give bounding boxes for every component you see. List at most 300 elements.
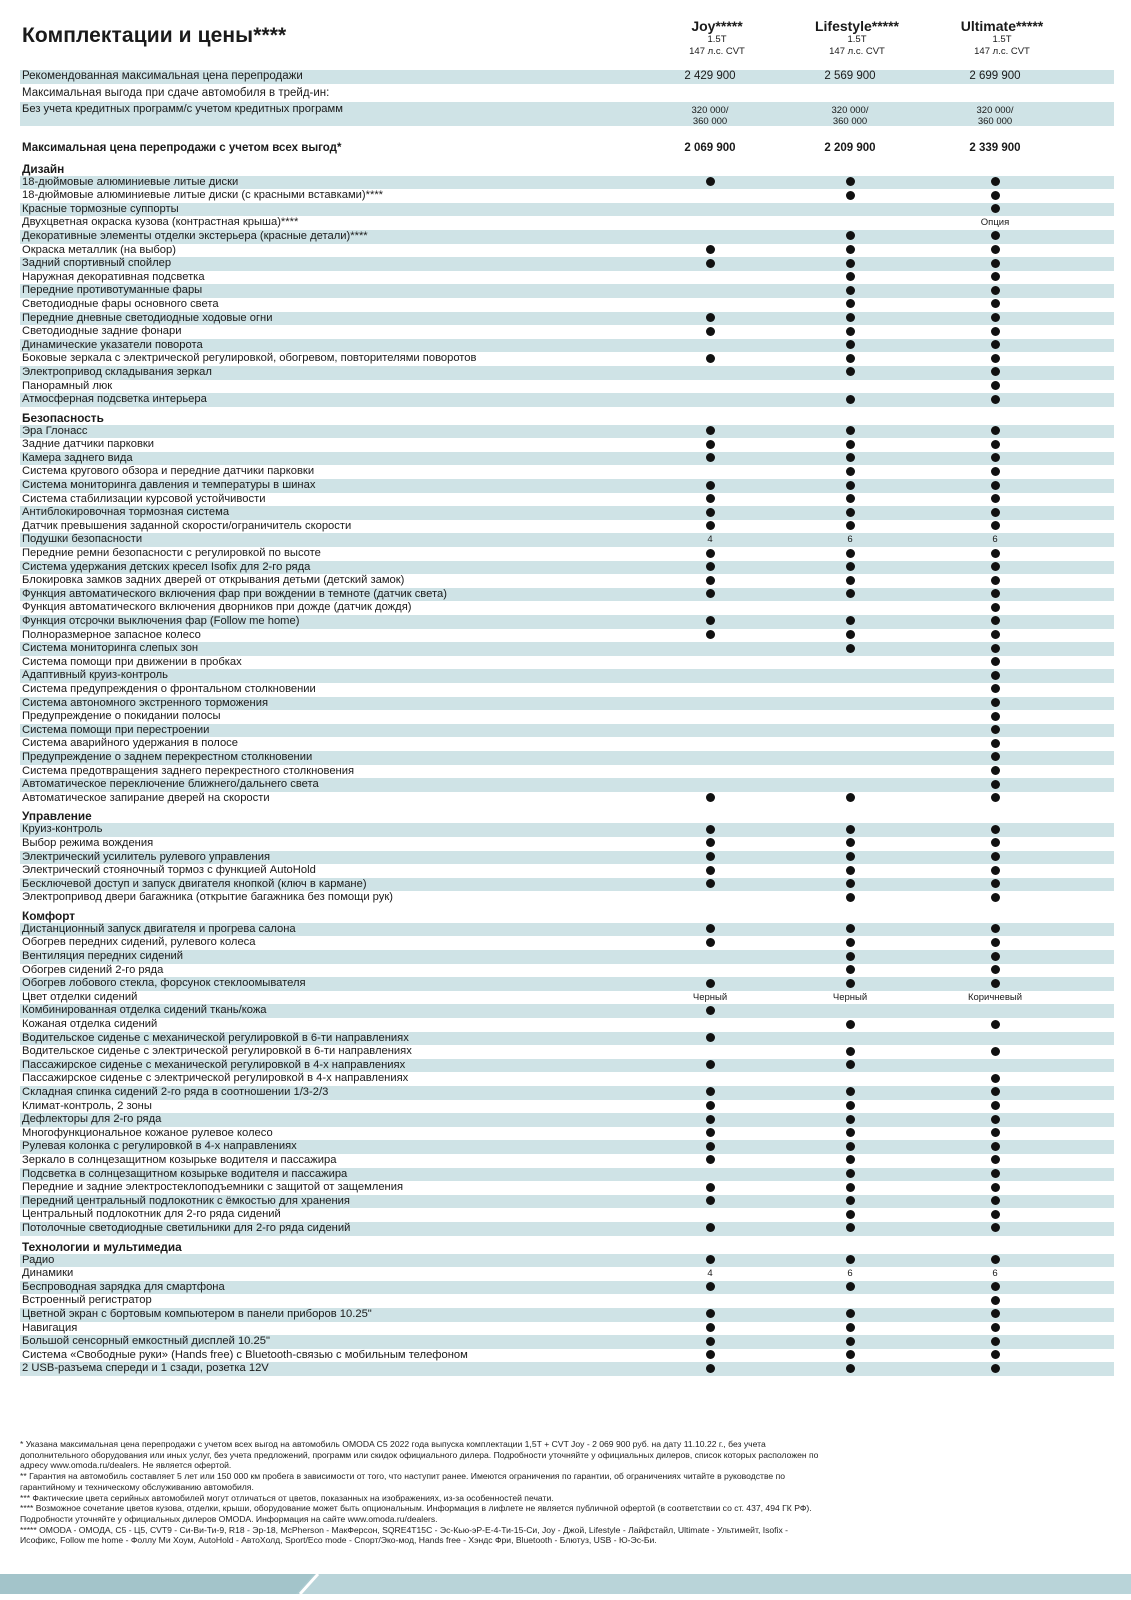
filled-circle-icon — [991, 327, 1000, 336]
filled-circle-icon — [991, 780, 1000, 789]
availability-dot-lifestyle — [815, 1181, 885, 1195]
feature-row — [20, 724, 1114, 738]
feature-row — [20, 778, 1114, 792]
availability-dot-ultimate — [960, 751, 1030, 765]
filled-circle-icon — [846, 191, 855, 200]
filled-circle-icon — [706, 1196, 715, 1205]
trim-name: Lifestyle***** — [814, 18, 900, 34]
filled-circle-icon — [706, 1337, 715, 1346]
feature-row — [20, 1127, 1114, 1141]
availability-dot-lifestyle — [815, 393, 885, 407]
filled-circle-icon — [991, 272, 1000, 281]
filled-circle-icon — [846, 1255, 855, 1264]
filled-circle-icon — [706, 245, 715, 254]
filled-circle-icon — [991, 684, 1000, 693]
section-title-text: Безопасность — [22, 410, 104, 425]
feature-label: Система помощи при движении в пробках — [22, 655, 242, 668]
availability-dot-ultimate — [960, 1208, 1030, 1222]
availability-dot-lifestyle — [815, 574, 885, 588]
availability-dot-ultimate — [960, 1113, 1030, 1127]
filled-circle-icon — [846, 395, 855, 404]
availability-dot-joy — [675, 1222, 745, 1236]
availability-dot-lifestyle — [815, 339, 885, 353]
availability-dot-lifestyle — [815, 823, 885, 837]
availability-dot-ultimate — [960, 465, 1030, 479]
feature-label: Окраска металлик (на выбор) — [22, 243, 176, 256]
tradein-row — [20, 84, 1114, 102]
feature-label: Антиблокировочная тормозная система — [22, 506, 230, 519]
filled-circle-icon — [846, 838, 855, 847]
row-label: Максимальная выгода при сдаче автомобиля в трейд-ин: — [22, 86, 330, 99]
filled-circle-icon — [706, 825, 715, 834]
availability-dot-joy — [675, 823, 745, 837]
availability-dot-joy — [675, 257, 745, 271]
availability-dot-joy — [675, 493, 745, 507]
filled-circle-icon — [991, 644, 1000, 653]
filled-circle-icon — [706, 1309, 715, 1318]
row-label: Максимальная цена перепродажи с учетом всех выгод* — [22, 141, 342, 154]
filled-circle-icon — [706, 1183, 715, 1192]
availability-dot-ultimate — [960, 615, 1030, 629]
availability-dot-joy — [675, 1140, 745, 1154]
feature-row — [20, 1222, 1114, 1236]
filled-circle-icon — [846, 1101, 855, 1110]
filled-circle-icon — [846, 272, 855, 281]
filled-circle-icon — [846, 440, 855, 449]
availability-dot-ultimate — [960, 1018, 1030, 1032]
feature-label: Атмосферная подсветка интерьера — [22, 393, 207, 406]
feature-label: Зеркало в солнцезащитном козырьке водителя и пассажира — [22, 1153, 337, 1166]
availability-dot-joy — [675, 588, 745, 602]
feature-label: Предупреждение о заднем перекрестном столкновении — [22, 750, 313, 763]
filled-circle-icon — [991, 766, 1000, 775]
feature-row — [20, 669, 1114, 683]
filled-circle-icon — [991, 299, 1000, 308]
filled-circle-icon — [846, 1364, 855, 1373]
filled-circle-icon — [706, 1115, 715, 1124]
filled-circle-icon — [991, 549, 1000, 558]
spec-table — [20, 70, 1114, 1376]
feature-label: Автоматическое переключение ближнего/дальнего света — [22, 778, 319, 791]
page-header — [22, 14, 1112, 70]
feature-row — [20, 325, 1114, 339]
section-title-text: Дизайн — [22, 161, 65, 176]
feature-row — [20, 1140, 1114, 1154]
availability-dot-joy — [675, 1100, 745, 1114]
filled-circle-icon — [706, 481, 715, 490]
feature-label: Панорамный люк — [22, 379, 113, 392]
filled-circle-icon — [846, 1210, 855, 1219]
feature-label: Функция автоматического включения дворников при дожде (датчик дождя) — [22, 601, 412, 614]
filled-circle-icon — [991, 340, 1000, 349]
feature-label: 18-дюймовые алюминиевые литые диски (с красными вставками)**** — [22, 189, 384, 202]
filled-circle-icon — [846, 938, 855, 947]
feature-row — [20, 298, 1114, 312]
filled-circle-icon — [991, 712, 1000, 721]
feature-label: Система удержания детских кресел Isofix для 2-го ряда — [22, 560, 311, 573]
availability-dot-lifestyle — [815, 629, 885, 643]
availability-dot-joy — [675, 923, 745, 937]
feature-label: Предупреждение о покидании полосы — [22, 710, 221, 723]
availability-dot-joy — [675, 1154, 745, 1168]
trim-engine: 1.5T — [992, 34, 1012, 45]
feature-label: Вентиляция передних сидений — [22, 950, 184, 963]
availability-dot-lifestyle — [815, 271, 885, 285]
feature-row — [20, 393, 1114, 407]
availability-dot-lifestyle — [815, 506, 885, 520]
filled-circle-icon — [991, 739, 1000, 748]
filled-circle-icon — [846, 1142, 855, 1151]
feature-label: Цветной экран с бортовым компьютером в панели приборов 10.25" — [22, 1307, 372, 1320]
feature-row — [20, 1195, 1114, 1209]
feature-label: Динамики — [22, 1267, 74, 1280]
feature-row — [20, 1322, 1114, 1336]
feature-label: Боковые зеркала с электрической регулировкой, обогревом, повторителями поворотов — [22, 352, 477, 365]
availability-dot-lifestyle — [815, 325, 885, 339]
filled-circle-icon — [991, 698, 1000, 707]
availability-dot-ultimate — [960, 792, 1030, 806]
filled-circle-icon — [991, 576, 1000, 585]
availability-dot-ultimate — [960, 1154, 1030, 1168]
availability-dot-lifestyle — [815, 189, 885, 203]
feature-label: Цвет отделки сидений — [22, 990, 138, 1003]
row-label: Рекомендованная максимальная цена перепродажи — [22, 70, 303, 82]
availability-dot-joy — [675, 837, 745, 851]
filled-circle-icon — [846, 893, 855, 902]
availability-dot-ultimate — [960, 393, 1030, 407]
availability-dot-joy — [675, 1032, 745, 1046]
availability-dot-ultimate — [960, 1072, 1030, 1086]
feature-row — [20, 452, 1114, 466]
feature-label: Электрический стояночный тормоз с функцией AutoHold — [22, 864, 316, 877]
feature-label: Система предотвращения заднего перекрестного столкновения — [22, 764, 355, 777]
availability-dot-ultimate — [960, 547, 1030, 561]
filled-circle-icon — [846, 979, 855, 988]
feature-label: Дефлекторы для 2-го ряда — [22, 1113, 162, 1126]
availability-dot-joy — [675, 851, 745, 865]
feature-label: Светодиодные задние фонари — [22, 325, 182, 338]
availability-dot-lifestyle — [815, 837, 885, 851]
bottom-band-graphic — [0, 1574, 1131, 1594]
filled-circle-icon — [846, 1196, 855, 1205]
filled-circle-icon — [706, 259, 715, 268]
availability-dot-lifestyle — [815, 1335, 885, 1349]
feature-row — [20, 823, 1114, 837]
filled-circle-icon — [846, 825, 855, 834]
availability-dot-lifestyle — [815, 1222, 885, 1236]
feature-row — [20, 1059, 1114, 1073]
feature-row — [20, 1267, 1114, 1281]
filled-circle-icon — [991, 191, 1000, 200]
trim-spec: 147 л.с. CVT — [689, 46, 745, 57]
availability-dot-joy — [675, 1181, 745, 1195]
feature-row — [20, 1254, 1114, 1268]
feature-row — [20, 366, 1114, 380]
availability-dot-lifestyle — [815, 1045, 885, 1059]
availability-dot-lifestyle — [815, 851, 885, 865]
filled-circle-icon — [991, 1296, 1000, 1305]
filled-circle-icon — [991, 965, 1000, 974]
availability-dot-joy — [675, 1086, 745, 1100]
feature-row — [20, 574, 1114, 588]
filled-circle-icon — [846, 616, 855, 625]
availability-dot-joy — [675, 176, 745, 190]
feature-label: Обогрев сидений 2-го ряда — [22, 963, 164, 976]
availability-dot-ultimate — [960, 1281, 1030, 1295]
feature-label: Система кругового обзора и передние датчики парковки — [22, 465, 315, 478]
feature-label: Обогрев передних сидений, рулевого колеса — [22, 936, 256, 949]
feature-row — [20, 656, 1114, 670]
availability-dot-ultimate — [960, 936, 1030, 950]
availability-dot-ultimate — [960, 284, 1030, 298]
filled-circle-icon — [706, 327, 715, 336]
filled-circle-icon — [991, 1255, 1000, 1264]
availability-dot-ultimate — [960, 1294, 1030, 1308]
filled-circle-icon — [991, 354, 1000, 363]
trim-name: Joy***** — [691, 18, 743, 34]
filled-circle-icon — [706, 521, 715, 530]
filled-circle-icon — [706, 879, 715, 888]
availability-dot-joy — [675, 1362, 745, 1376]
feature-row — [20, 1072, 1114, 1086]
price-joy: 2 429 900 — [684, 70, 736, 82]
feature-row — [20, 977, 1114, 991]
filled-circle-icon — [846, 453, 855, 462]
filled-circle-icon — [706, 979, 715, 988]
availability-dot-lifestyle — [815, 964, 885, 978]
feature-row — [20, 561, 1114, 575]
availability-dot-lifestyle — [815, 864, 885, 878]
filled-circle-icon — [846, 924, 855, 933]
availability-dot-joy — [675, 878, 745, 892]
filled-circle-icon — [846, 644, 855, 653]
filled-circle-icon — [991, 1155, 1000, 1164]
page-title: Комплектации и цены**** — [22, 24, 287, 47]
feature-row — [20, 1018, 1114, 1032]
footnote: ***** OMODA - ОМОДА, C5 - Ц5, CVT9 - Си-Ви-Ти-9, R18 - Эр-18, McPherson - МакФерсон, SQRE4T15C - Эс-Кью-эР-Е-4-Ти-15-Си, Joy - Джой, Lifestyle - Лайфстайл, Ultimate - Ультимейт, Isofix - Исофикс, Follow me home - Фоллу Ми Хоум, AutoHold - АвтоХолд, Sport/Eco mode - Спорт/Эко-мод, Hands free - Хэндс Фри, Bluetooth - Блютуз, USB - Ю-Эс-Би. — [20, 1524, 789, 1546]
feature-label: Складная спинка сидений 2-го ряда в соотношении 1/3-2/3 — [22, 1086, 329, 1098]
section-title-text: Управление — [22, 809, 92, 824]
feature-row — [20, 465, 1114, 479]
filled-circle-icon — [991, 508, 1000, 517]
feature-row — [20, 352, 1114, 366]
filled-circle-icon — [846, 1183, 855, 1192]
availability-dot-ultimate — [960, 1222, 1030, 1236]
availability-dot-ultimate — [960, 1045, 1030, 1059]
availability-dot-lifestyle — [815, 1195, 885, 1209]
availability-dot-joy — [675, 1127, 745, 1141]
feature-label: Функция отсрочки выключения фар (Follow me home) — [22, 615, 300, 627]
filled-circle-icon — [846, 231, 855, 240]
availability-dot-ultimate — [960, 588, 1030, 602]
footnotes — [20, 1439, 820, 1546]
feature-label: Климат-контроль, 2 зоны — [22, 1099, 152, 1112]
filled-circle-icon — [991, 657, 1000, 666]
filled-circle-icon — [846, 259, 855, 268]
filled-circle-icon — [846, 1309, 855, 1318]
credit-joy: 320 000/ 360 000 — [691, 104, 729, 127]
filled-circle-icon — [706, 494, 715, 503]
filled-circle-icon — [991, 1115, 1000, 1124]
availability-dot-ultimate — [960, 506, 1030, 520]
availability-dot-ultimate — [960, 1127, 1030, 1141]
feature-row — [20, 1100, 1114, 1114]
filled-circle-icon — [991, 825, 1000, 834]
feature-label: Водительское сиденье с электрической регулировкой в 6-ти направлениях — [22, 1045, 412, 1058]
availability-dot-lifestyle — [815, 1308, 885, 1322]
availability-dot-joy — [675, 1281, 745, 1295]
feature-row — [20, 533, 1114, 547]
availability-dot-joy — [675, 864, 745, 878]
feature-label: Наружная декоративная подсветка — [22, 270, 205, 283]
feature-row — [20, 493, 1114, 507]
feature-label: Электропривод складывания зеркал — [22, 365, 212, 378]
availability-dot-ultimate — [960, 823, 1030, 837]
availability-dot-lifestyle — [815, 878, 885, 892]
filled-circle-icon — [846, 562, 855, 571]
availability-dot-lifestyle — [815, 298, 885, 312]
feature-row — [20, 1294, 1114, 1308]
availability-dot-joy — [675, 425, 745, 439]
feature-row — [20, 710, 1114, 724]
filled-circle-icon — [991, 1223, 1000, 1232]
availability-dot-joy — [675, 561, 745, 575]
availability-dot-lifestyle — [815, 936, 885, 950]
availability-dot-lifestyle — [815, 1100, 885, 1114]
availability-dot-ultimate — [960, 864, 1030, 878]
footnote: *** Фактические цвета серийных автомобилей могут отличаться от цветов, показанных на изображениях, из-за особенностей печати. — [20, 1492, 554, 1503]
availability-dot-ultimate — [960, 352, 1030, 366]
filled-circle-icon — [991, 924, 1000, 933]
filled-circle-icon — [846, 1047, 855, 1056]
availability-dot-lifestyle — [815, 438, 885, 452]
availability-dot-ultimate — [960, 891, 1030, 905]
feature-label: Камера заднего вида — [22, 451, 133, 464]
feature-label: Динамические указатели поворота — [22, 338, 203, 351]
filled-circle-icon — [991, 1128, 1000, 1137]
availability-dot-lifestyle — [815, 1208, 885, 1222]
filled-circle-icon — [706, 1006, 715, 1015]
feature-row — [20, 697, 1114, 711]
availability-dot-lifestyle — [815, 792, 885, 806]
feature-row — [20, 1362, 1114, 1376]
availability-dot-joy — [675, 1059, 745, 1073]
feature-label: Большой сенсорный емкостный дисплей 10.25" — [22, 1335, 270, 1348]
feature-label: Водительское сиденье с механической регулировкой в 6-ти направлениях — [22, 1031, 409, 1044]
filled-circle-icon — [991, 231, 1000, 240]
filled-circle-icon — [846, 1155, 855, 1164]
credit-lifestyle: 320 000/ 360 000 — [831, 104, 869, 127]
feature-label: Передний центральный подлокотник с ёмкостью для хранения — [22, 1194, 350, 1207]
filled-circle-icon — [846, 327, 855, 336]
filled-circle-icon — [706, 630, 715, 639]
availability-dot-ultimate — [960, 923, 1030, 937]
filled-circle-icon — [991, 1364, 1000, 1373]
feature-label: Система мониторинга слепых зон — [22, 642, 199, 655]
feature-row — [20, 506, 1114, 520]
filled-circle-icon — [846, 245, 855, 254]
availability-dot-ultimate — [960, 683, 1030, 697]
availability-dot-lifestyle — [815, 1168, 885, 1182]
filled-circle-icon — [991, 1142, 1000, 1151]
filled-circle-icon — [991, 521, 1000, 530]
feature-row — [20, 189, 1114, 203]
credit-ultimate: 320 000/ 360 000 — [976, 104, 1014, 127]
feature-label: Система предупреждения о фронтальном столкновении — [22, 682, 316, 695]
feature-label: 2 USB-разъема спереди и 1 сзади, розетка 12V — [22, 1362, 269, 1375]
feature-label: Декоративные элементы отделки экстерьера (красные детали)**** — [22, 229, 368, 242]
filled-circle-icon — [846, 793, 855, 802]
feature-label: 18-дюймовые алюминиевые литые диски — [22, 175, 239, 188]
feature-label: Пассажирское сиденье с механической регулировкой в 4-х направлениях — [22, 1058, 406, 1071]
footnote: **** Возможное сочетание цветов кузова, отделки, крыши, оборудование может быть опциональным. Информация в лифлете не является публичной офертой (в соответствии со ст. 437, 494 ГК РФ). Подробности уточняйте у официальных дилеров OMODA. Информация на сайте www.omoda.ru/dealers. — [20, 1503, 812, 1524]
filled-circle-icon — [991, 204, 1000, 213]
filled-circle-icon — [706, 562, 715, 571]
feature-label: Встроенный регистратор — [22, 1294, 152, 1307]
availability-dot-ultimate — [960, 642, 1030, 656]
availability-dot-ultimate — [960, 1168, 1030, 1182]
availability-dot-joy — [675, 1254, 745, 1268]
filled-circle-icon — [846, 481, 855, 490]
availability-dot-joy — [675, 1004, 745, 1018]
filled-circle-icon — [991, 286, 1000, 295]
feature-label: Обогрев лобового стекла, форсунок стеклоомывателя — [22, 977, 306, 990]
feature-row — [20, 1045, 1114, 1059]
availability-dot-ultimate — [960, 298, 1030, 312]
filled-circle-icon — [706, 1350, 715, 1359]
filled-circle-icon — [991, 1020, 1000, 1029]
feature-label: Центральный подлокотник для 2-го ряда сидений — [22, 1208, 281, 1221]
availability-dot-joy — [675, 1335, 745, 1349]
filled-circle-icon — [706, 616, 715, 625]
feature-row — [20, 1308, 1114, 1322]
availability-dot-lifestyle — [815, 1322, 885, 1336]
price-ultimate: 2 699 900 — [969, 70, 1021, 82]
feature-row — [20, 1208, 1114, 1222]
feature-row — [20, 203, 1114, 217]
availability-dot-lifestyle — [815, 230, 885, 244]
feature-row — [20, 837, 1114, 851]
value-joy: 4 — [707, 1268, 713, 1280]
availability-dot-lifestyle — [815, 547, 885, 561]
feature-label: Круиз-контроль — [22, 823, 103, 836]
availability-dot-ultimate — [960, 1335, 1030, 1349]
availability-dot-ultimate — [960, 520, 1030, 534]
feature-label: Автоматическое запирание дверей на скорости — [22, 791, 270, 804]
filled-circle-icon — [706, 354, 715, 363]
feature-row — [20, 751, 1114, 765]
trim-spec: 147 л.с. CVT — [974, 46, 1030, 57]
footnote: * Указана максимальная цена перепродажи с учетом всех выгод на автомобиль OMODA C5 2022 года выпуска комплектации 1,5Т + CVT Joy - 2 069 900 руб. на дату 11.10.22 г., без учета дополнительного оборудования или иных услуг, без учета предложений, программ или скидок официального дилера. Подробности уточняйте у официальных дилеров, список которых расположен по адресу www.omoda.ru/dealers. Не является офертой. — [20, 1439, 819, 1471]
filled-circle-icon — [846, 426, 855, 435]
availability-dot-ultimate — [960, 244, 1030, 258]
availability-dot-ultimate — [960, 1195, 1030, 1209]
availability-dot-ultimate — [960, 312, 1030, 326]
availability-dot-ultimate — [960, 1100, 1030, 1114]
trim-engine: 1.5T — [707, 34, 727, 45]
feature-label: Многофункциональное кожаное рулевое колесо — [22, 1126, 273, 1139]
value-ultimate: 6 — [992, 1268, 998, 1280]
feature-label: Беспроводная зарядка для смартфона — [22, 1280, 225, 1293]
availability-dot-lifestyle — [815, 615, 885, 629]
availability-dot-ultimate — [960, 452, 1030, 466]
availability-dot-ultimate — [960, 878, 1030, 892]
filled-circle-icon — [991, 616, 1000, 625]
value-lifestyle: 6 — [847, 534, 853, 546]
feature-label: Выбор режима вождения — [22, 836, 154, 849]
filled-circle-icon — [991, 866, 1000, 875]
availability-dot-lifestyle — [815, 588, 885, 602]
